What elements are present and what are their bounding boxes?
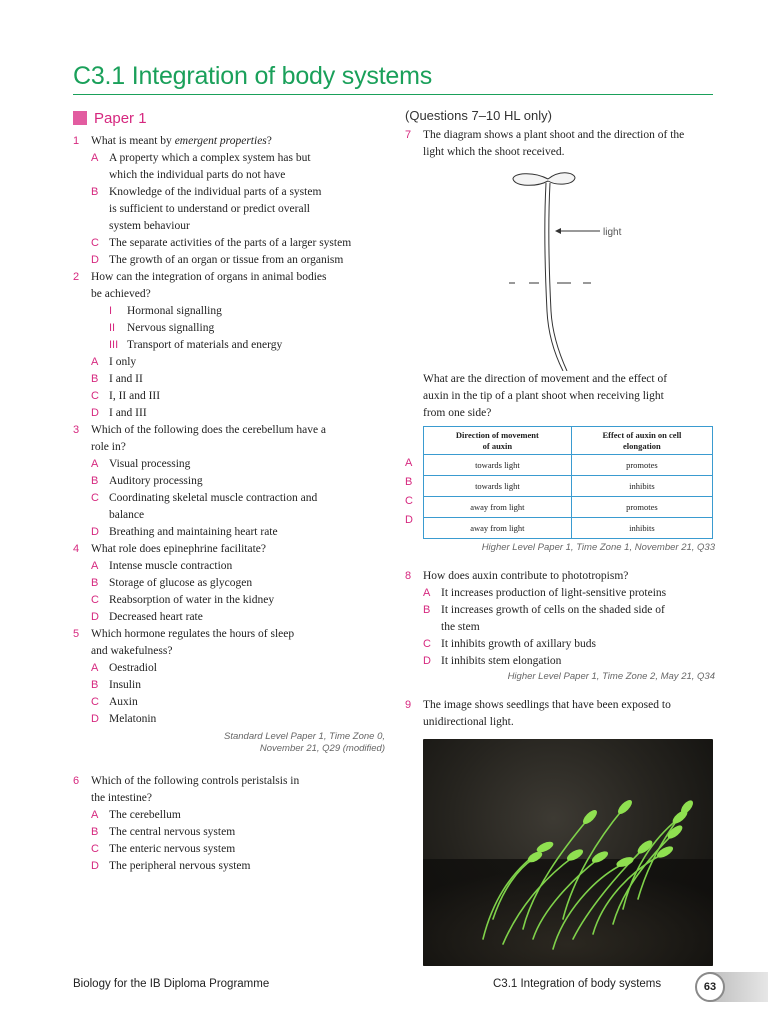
option-letter: A: [91, 356, 99, 368]
statement-text: Transport of materials and energy: [127, 339, 283, 351]
question-number: 5: [73, 628, 80, 640]
stem-text: and wakefulness?: [91, 645, 173, 657]
option-text: Knowledge of the individual parts of a system: [109, 186, 322, 198]
plant-shoot-svg: [405, 161, 715, 371]
table-cell: towards light: [424, 455, 572, 476]
option-letter: B: [91, 475, 99, 487]
stem-emphasis: emergent properties: [174, 135, 267, 147]
table-header-row: [424, 427, 713, 455]
option[interactable]: [73, 371, 385, 388]
question-stem: [91, 773, 385, 807]
header-text: elongation: [622, 440, 661, 451]
option[interactable]: [73, 841, 385, 858]
stem-text: What are the direction of movement and the effect of: [423, 373, 668, 385]
option[interactable]: [73, 490, 385, 524]
stem-text: ?: [266, 135, 272, 147]
option-letter: B: [91, 679, 99, 691]
option-text: Oestradiol: [109, 662, 157, 674]
option-letter: C: [423, 638, 431, 650]
stem-text: The image shows seedlings that have been exposed to: [423, 699, 671, 711]
option-letter: D: [423, 655, 431, 667]
right-column: [405, 107, 715, 966]
question-number: 7: [405, 129, 412, 141]
table-cell: promotes: [571, 455, 712, 476]
question-stem: What role does epinephrine facilitate?: [91, 543, 266, 555]
option-letter: A: [91, 809, 99, 821]
table-cell: towards light: [424, 476, 572, 497]
option-text: A property which a complex system has but: [109, 152, 311, 164]
option[interactable]: [73, 824, 385, 841]
option[interactable]: [73, 184, 385, 235]
option[interactable]: [405, 653, 715, 670]
statement: [73, 320, 385, 337]
option-letter: C: [91, 390, 99, 402]
question-stem: How does auxin contribute to phototropism?: [423, 570, 629, 582]
row-letters: [405, 426, 423, 539]
option[interactable]: [73, 405, 385, 422]
option-text: the stem: [441, 621, 480, 633]
table-cell: away from light: [424, 497, 572, 518]
stem-text: be achieved?: [91, 288, 151, 300]
statement-numeral: II: [109, 322, 116, 334]
option-letter: D: [91, 526, 99, 538]
option-text: Melatonin: [109, 713, 157, 725]
table-cell: inhibits: [571, 518, 712, 539]
hl-only-note: (Questions 7–10 HL only): [405, 108, 552, 123]
option[interactable]: [73, 524, 385, 541]
option[interactable]: [73, 354, 385, 371]
stem-text: from one side?: [423, 407, 492, 419]
question-stem: [423, 697, 715, 731]
option-text: Insulin: [109, 679, 141, 691]
option-text: The central nervous system: [109, 826, 236, 838]
header-text: of auxin: [482, 440, 513, 451]
option-text: Auxin: [109, 696, 138, 708]
option-letter: C: [91, 492, 99, 504]
option[interactable]: [405, 585, 715, 602]
option-text: It increases growth of cells on the shaded side of: [441, 604, 665, 616]
option-letter: D: [91, 611, 99, 623]
table-cell: promotes: [571, 497, 712, 518]
statement-numeral: I: [109, 305, 113, 317]
question-3: [73, 422, 385, 541]
auxin-table: [423, 426, 713, 539]
question-7: [405, 127, 715, 554]
option-text: It increases production of light-sensitive proteins: [441, 587, 667, 599]
option-letter: C: [91, 843, 99, 855]
option-text: system behaviour: [109, 220, 190, 232]
option[interactable]: [73, 150, 385, 184]
question-7-prompt: [405, 371, 715, 422]
option-text: The cerebellum: [109, 809, 181, 821]
option-text: The growth of an organ or tissue from an organism: [109, 254, 344, 266]
stem-text: How can the integration of organs in animal bodies: [91, 271, 327, 283]
header-text: Effect of auxin on cell: [602, 429, 682, 440]
option-letter[interactable]: D: [405, 514, 413, 526]
option-letter[interactable]: C: [405, 495, 413, 507]
option-text: Reabsorption of water in the kidney: [109, 594, 275, 606]
question-2: [73, 269, 385, 422]
stem-text: auxin in the tip of a plant shoot when receiving light: [423, 390, 664, 402]
left-column: [73, 107, 385, 875]
option[interactable]: [73, 388, 385, 405]
question-stem: [91, 422, 385, 456]
option-letter: A: [91, 662, 99, 674]
option-text: I and II: [109, 373, 143, 385]
table-cell: inhibits: [571, 476, 712, 497]
stem-text: unidirectional light.: [423, 716, 514, 728]
source-line: November 21, Q29 (modified): [259, 743, 385, 754]
source-line: Standard Level Paper 1, Time Zone 0,: [224, 731, 385, 742]
table-row: [424, 455, 713, 476]
option-letter: B: [423, 604, 431, 616]
option-text: It inhibits stem elongation: [441, 655, 562, 667]
option-text: The peripheral nervous system: [109, 860, 251, 872]
auxin-table-block: [405, 426, 715, 539]
option[interactable]: [73, 807, 385, 824]
plant-shoot-diagram: [405, 161, 715, 371]
source-citation: [73, 731, 385, 755]
question-6: [73, 773, 385, 875]
option-letter: D: [91, 254, 99, 266]
option-letter: D: [91, 713, 99, 725]
option[interactable]: [405, 602, 715, 636]
option[interactable]: [73, 677, 385, 694]
title-divider: [73, 94, 713, 95]
question-8: [405, 568, 715, 683]
option[interactable]: [73, 575, 385, 592]
header-text: Direction of movement: [455, 429, 539, 440]
option-text: I only: [109, 356, 137, 368]
footer-book-title: Biology for the IB Diploma Programme: [73, 978, 270, 990]
table-row: [424, 476, 713, 497]
statement: [73, 303, 385, 320]
option-text: Decreased heart rate: [109, 611, 203, 623]
statement-text: Hormonal signalling: [127, 305, 222, 317]
question-number: 1: [73, 135, 80, 147]
question-1: [73, 133, 385, 269]
table-row: [424, 518, 713, 539]
table-row: [424, 497, 713, 518]
page-number: 63: [695, 972, 725, 1002]
option-text: I and III: [109, 407, 147, 419]
question-number: 2: [73, 271, 80, 283]
option-letter: A: [91, 152, 99, 164]
table-cell: away from light: [424, 518, 572, 539]
option-letter: C: [91, 594, 99, 606]
option[interactable]: [73, 558, 385, 575]
option-text: The separate activities of the parts of a larger system: [109, 237, 352, 249]
source-citation: Higher Level Paper 1, Time Zone 1, November 21, Q33: [481, 542, 715, 553]
option[interactable]: [73, 711, 385, 728]
option[interactable]: [73, 660, 385, 677]
question-number: 4: [73, 543, 80, 555]
option-letter: A: [91, 560, 99, 572]
option-text: I, II and III: [109, 390, 161, 402]
option-text: Visual processing: [109, 458, 191, 470]
option-letter: B: [91, 826, 99, 838]
heading-square-icon: [73, 111, 87, 125]
question-9: [405, 697, 715, 966]
paper-heading-label: Paper 1: [94, 109, 147, 127]
option[interactable]: [73, 252, 385, 269]
question-number: 6: [73, 775, 80, 787]
option[interactable]: [73, 694, 385, 711]
option[interactable]: [405, 636, 715, 653]
option-letter: A: [91, 458, 99, 470]
question-5: [73, 626, 385, 755]
question-stem: [91, 626, 385, 660]
option-letter: C: [91, 696, 99, 708]
stem-text: Which of the following does the cerebellum have a: [91, 424, 327, 436]
arrow-head-icon: [555, 228, 561, 234]
page-title: C3.1 Integration of body systems: [73, 62, 433, 90]
option-letter: D: [91, 860, 99, 872]
stem-text: light which the shoot received.: [423, 146, 565, 158]
option[interactable]: [73, 473, 385, 490]
question-number: 9: [405, 699, 412, 711]
light-label: light: [603, 227, 622, 238]
statement: [73, 337, 385, 354]
column-header: [571, 427, 712, 455]
question-number: 3: [73, 424, 80, 436]
question-stem: [91, 269, 385, 303]
option[interactable]: [73, 609, 385, 626]
seedlings-illustration: [423, 739, 713, 966]
column-header: [424, 427, 572, 455]
option-text: Auditory processing: [109, 475, 203, 487]
stem-text: role in?: [91, 441, 126, 453]
option-letter: B: [91, 186, 99, 198]
question-stem: [91, 133, 385, 150]
option-letter: D: [91, 407, 99, 419]
option[interactable]: [73, 235, 385, 252]
seedlings-photo: [423, 739, 713, 966]
paper-heading: [73, 107, 385, 129]
option-letter[interactable]: A: [405, 457, 413, 469]
option-text: balance: [109, 509, 145, 521]
option-text: is sufficient to understand or predict overall: [109, 203, 310, 215]
source-citation: Higher Level Paper 1, Time Zone 2, May 21, Q34: [507, 671, 715, 682]
stem-text: Which hormone regulates the hours of sleep: [91, 628, 295, 640]
option-text: The enteric nervous system: [109, 843, 236, 855]
option-letter: B: [91, 577, 99, 589]
stem-text: Which of the following controls peristalsis in: [91, 775, 300, 787]
option-text: Intense muscle contraction: [109, 560, 233, 572]
question-number: 8: [405, 570, 412, 582]
statement-numeral: III: [109, 339, 119, 351]
question-4: [73, 541, 385, 626]
option-letter: B: [91, 373, 99, 385]
option-letter[interactable]: B: [405, 476, 413, 488]
option-text: which the individual parts do not have: [109, 169, 286, 181]
option[interactable]: [73, 858, 385, 875]
statement-text: Nervous signalling: [127, 322, 215, 334]
option[interactable]: [73, 592, 385, 609]
option-text: Breathing and maintaining heart rate: [109, 526, 278, 538]
stem-text: The diagram shows a plant shoot and the direction of the: [423, 129, 685, 141]
option-letter: C: [91, 237, 99, 249]
footer-chapter-title: C3.1 Integration of body systems: [493, 978, 662, 990]
option[interactable]: [73, 456, 385, 473]
question-stem: [423, 127, 715, 161]
option-text: It inhibits growth of axillary buds: [441, 638, 596, 650]
option-text: Coordinating skeletal muscle contraction and: [109, 492, 318, 504]
option-letter: A: [423, 587, 431, 599]
option-text: Storage of glucose as glycogen: [109, 577, 253, 589]
stem-text: the intestine?: [91, 792, 152, 804]
stem-text: What is meant by: [91, 135, 175, 147]
